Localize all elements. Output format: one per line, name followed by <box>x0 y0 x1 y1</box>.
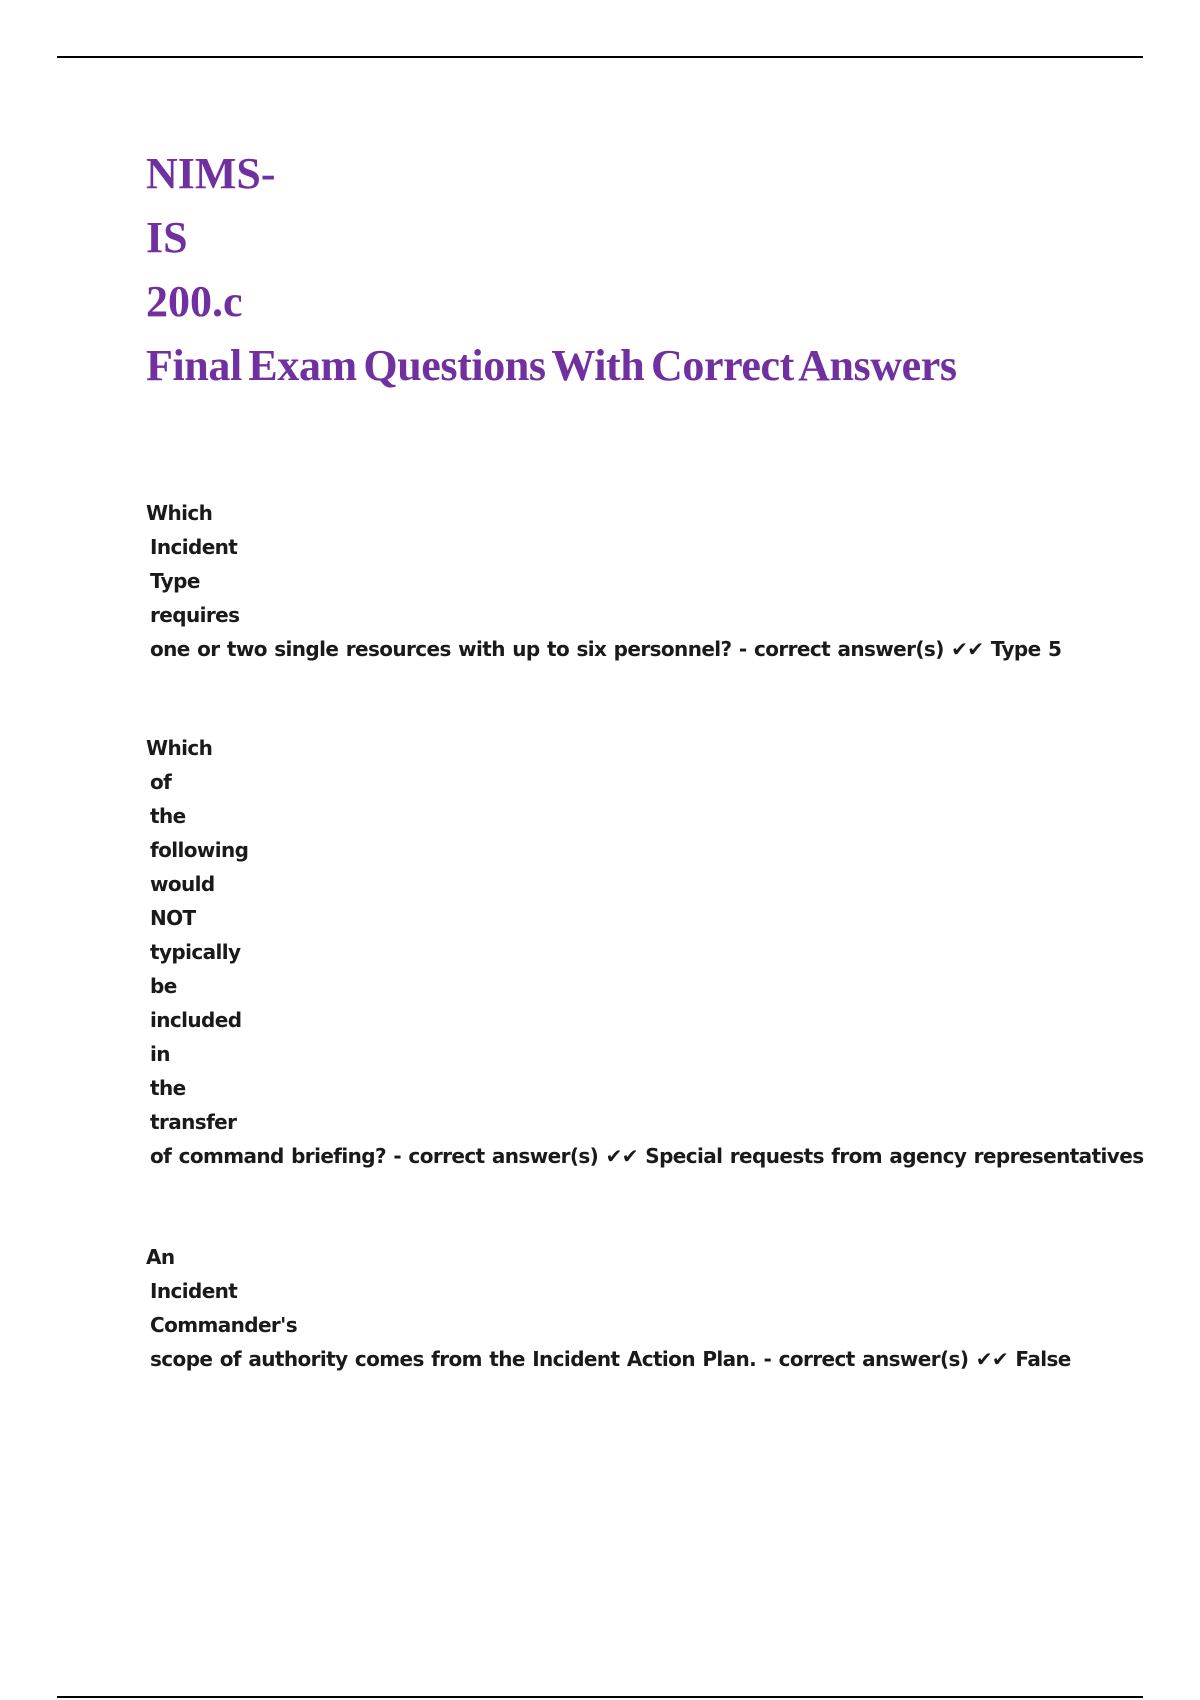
question-answer-3 <box>146 1240 1071 1376</box>
question-line: typically <box>150 940 241 964</box>
question-line: be <box>150 974 177 998</box>
question-line: Commander's <box>150 1313 298 1337</box>
question-line: the <box>150 1076 186 1100</box>
question-line: would <box>150 872 215 896</box>
title-line: NIMS- <box>146 149 276 198</box>
question-line: An <box>146 1245 175 1269</box>
question-line: transfer <box>150 1110 237 1134</box>
question-line: requires <box>150 603 240 627</box>
top-rule <box>57 56 1143 58</box>
question-answer-1 <box>146 496 1061 666</box>
bottom-rule <box>57 1696 1143 1698</box>
title-line: IS <box>146 213 188 262</box>
question-answer-line: one or two single resources with up to six personnel? - correct answer(s) ✔✔ Type 5 <box>150 637 1062 661</box>
question-answer-line: of command briefing? - correct answer(s) ✔✔ Special requests from agency representatives <box>150 1144 1144 1168</box>
question-line: Incident <box>150 1279 238 1303</box>
question-line: Which <box>146 501 213 525</box>
page-title <box>146 142 957 398</box>
question-line: the <box>150 804 186 828</box>
question-line: of <box>150 770 172 794</box>
question-answer-2 <box>146 731 1144 1173</box>
question-line: NOT <box>150 906 196 930</box>
title-line: Final Exam Questions With Correct Answers <box>146 341 957 390</box>
question-line: following <box>150 838 249 862</box>
question-line: Which <box>146 736 213 760</box>
question-line: in <box>150 1042 170 1066</box>
question-line: Type <box>150 569 200 593</box>
title-line: 200.c <box>146 277 243 326</box>
question-answer-line: scope of authority comes from the Incident Action Plan. - correct answer(s) ✔✔ False <box>150 1347 1071 1371</box>
question-line: Incident <box>150 535 238 559</box>
question-line: included <box>150 1008 242 1032</box>
